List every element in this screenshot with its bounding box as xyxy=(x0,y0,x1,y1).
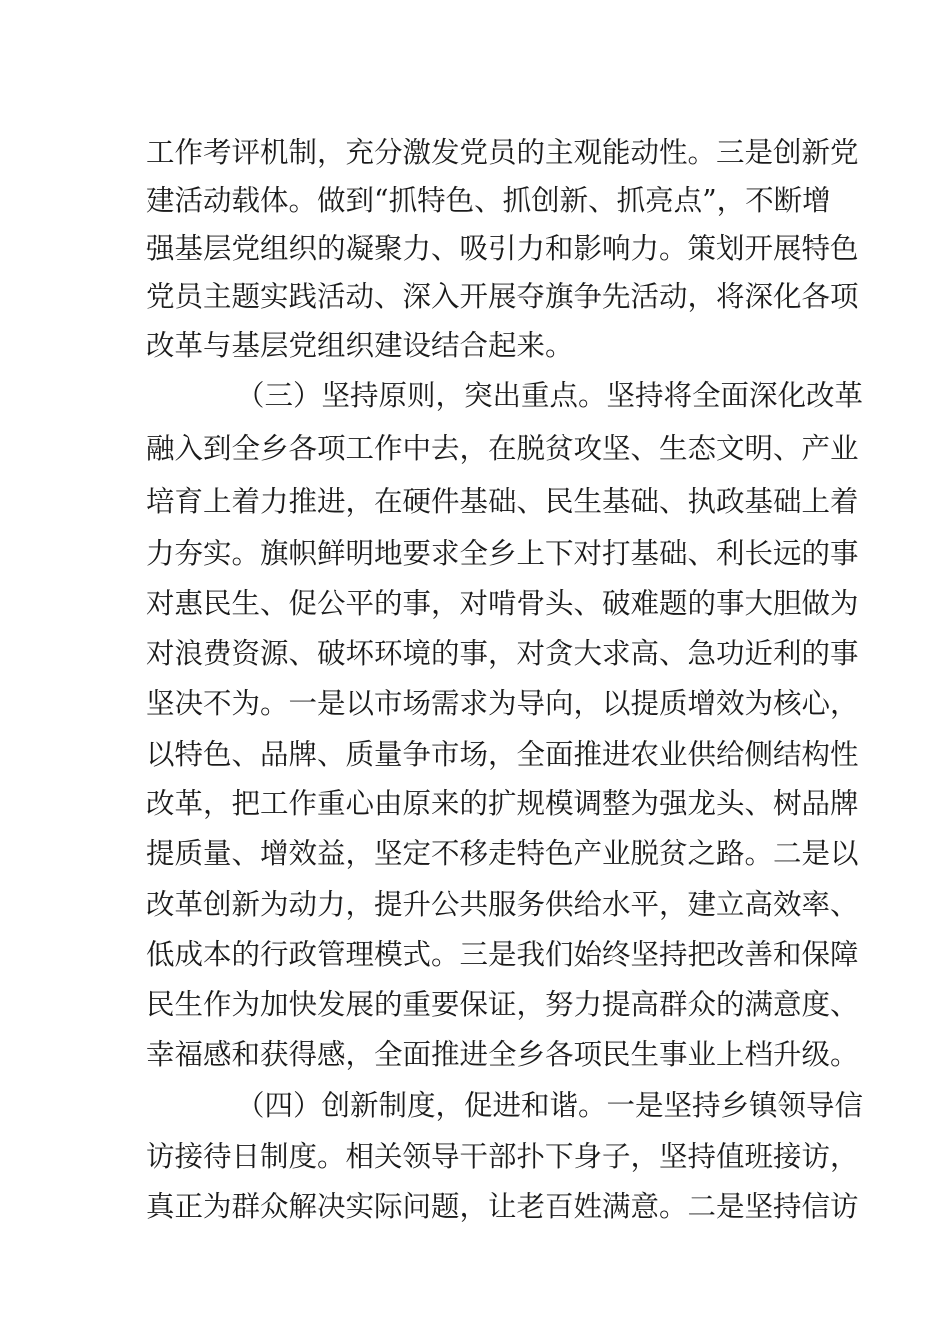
text-line: 低成本的行政管理模式。三是我们始终坚持把改善和保障 xyxy=(146,938,859,971)
text-line: 党员主题实践活动、深入开展夺旗争先活动，将深化各项 xyxy=(146,280,859,313)
text-line: 建活动载体。做到“抓特色、抓创新、抓亮点”，不断增 xyxy=(146,184,831,217)
paragraph-heading-line: （四）创新制度，促进和谐。一是坚持乡镇领导信 xyxy=(236,1089,864,1122)
paragraph-heading-line: （三）坚持原则，突出重点。坚持将全面深化改革 xyxy=(236,379,864,412)
text-line: 真正为群众解决实际问题，让老百姓满意。二是坚持信访 xyxy=(146,1190,859,1223)
text-line: 融入到全乡各项工作中去，在脱贫攻坚、生态文明、产业 xyxy=(146,432,859,465)
text-line: 民生作为加快发展的重要保证，努力提高群众的满意度、 xyxy=(146,988,859,1021)
text-line: 力夯实。旗帜鲜明地要求全乡上下对打基础、利长远的事 xyxy=(146,537,859,570)
text-line: 访接待日制度。相关领导干部扑下身子，坚持值班接访， xyxy=(146,1140,859,1173)
text-line: 对惠民生、促公平的事，对啃骨头、破难题的事大胆做为 xyxy=(146,587,859,620)
text-line: 改革与基层党组织建设结合起来。 xyxy=(146,329,574,362)
text-line: 工作考评机制，充分激发党员的主观能动性。三是创新党 xyxy=(146,136,859,169)
text-line: 以特色、品牌、质量争市场，全面推进农业供给侧结构性 xyxy=(146,738,859,771)
text-line: 坚决不为。一是以市场需求为导向，以提质增效为核心， xyxy=(146,687,859,720)
text-line: 培育上着力推进，在硬件基础、民生基础、执政基础上着 xyxy=(146,485,859,518)
text-line: 改革创新为动力，提升公共服务供给水平，建立高效率、 xyxy=(146,888,859,921)
text-line: 强基层党组织的凝聚力、吸引力和影响力。策划开展特色 xyxy=(146,232,859,265)
text-line: 提质量、增效益，坚定不移走特色产业脱贫之路。二是以 xyxy=(146,837,859,870)
text-line: 幸福感和获得感，全面推进全乡各项民生事业上档升级。 xyxy=(146,1038,859,1071)
text-line: 对浪费资源、破坏环境的事，对贪大求高、急功近利的事 xyxy=(146,637,859,670)
text-line: 改革，把工作重心由原来的扩规模调整为强龙头、树品牌 xyxy=(146,787,859,820)
